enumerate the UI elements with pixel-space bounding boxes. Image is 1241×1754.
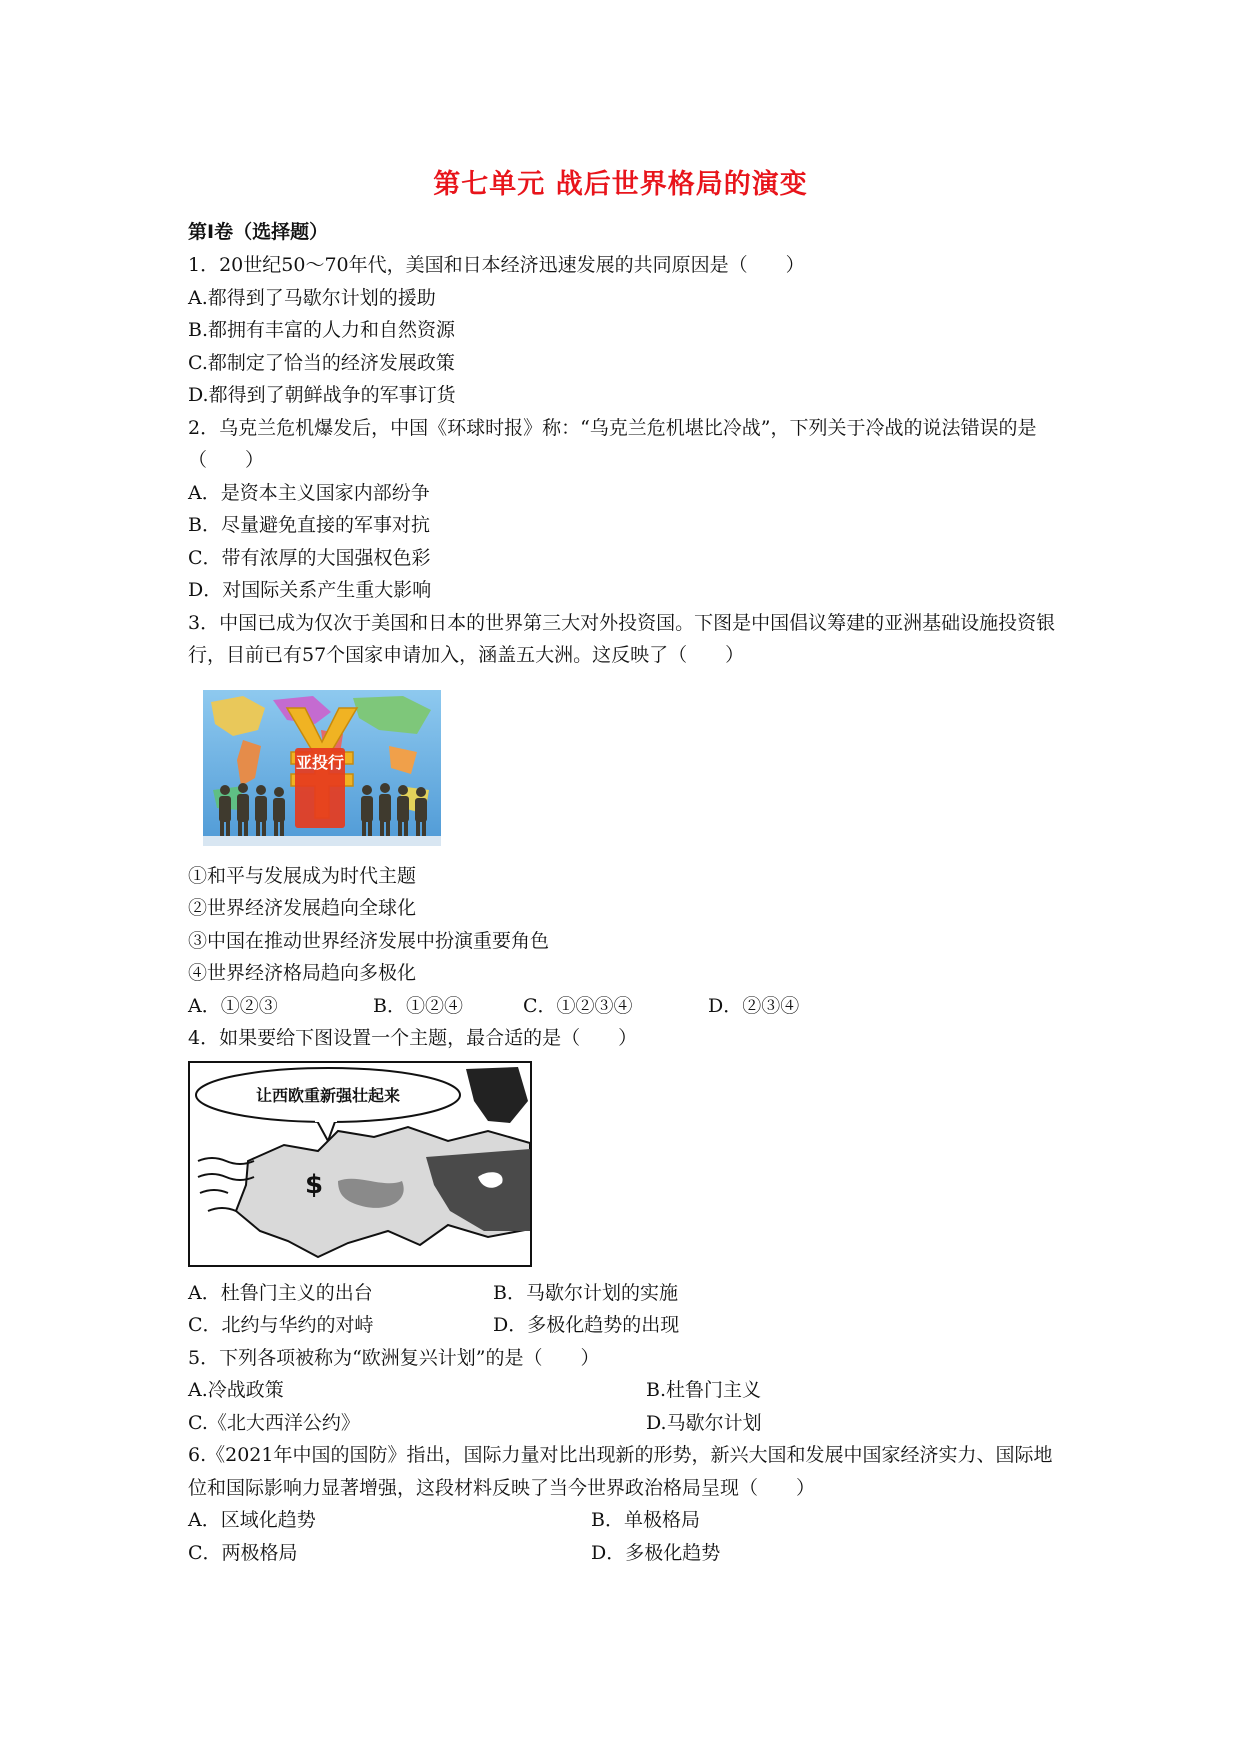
options-row-1 [188,1504,1058,1537]
option-a: A．区域化趋势 [188,1509,316,1531]
section-heading: 第Ⅰ卷（选择题） [188,221,329,243]
page-title: 第七单元 战后世界格局的演变 [433,169,808,200]
question-stem: 1．20世纪50～70年代，美国和日本经济迅速发展的共同原因是（ ） [188,254,805,276]
statement-1: ①和平与发展成为时代主题 [188,864,417,887]
option-c: C．①②③④ [523,994,633,1017]
question-stem: 3．中国已成为仅次于美国和日本的世界第三大对外投资国。下图是中国倡议筹建的亚洲基础设施投资银行，目前已有57个国家申请加入，涵盖五大洲。这反映了（ ） [188,611,1056,666]
options-row-2 [188,1407,1058,1440]
question-stem: 5．下列各项被称为“欧洲复兴计划”的是（ ） [188,1346,600,1369]
option-d: D．②③④ [708,994,800,1017]
options-row-2 [188,1537,1058,1570]
question-1 [188,249,1058,412]
question-stem: 6.《2021年中国的国防》指出，国际力量对比出现新的形势，新兴大国和发展中国家经济实力、国际地位和国际影响力显著增强，这段材料反映了当今世界政治格局呈现（ ） [188,1444,1053,1499]
option-d: D.都得到了朝鲜战争的军事订货 [188,384,456,406]
option-d: D．多极化趋势 [591,1541,721,1564]
option-a: A.冷战政策 [188,1379,284,1401]
option-c: C．两极格局 [188,1541,298,1564]
statement-2: ②世界经济发展趋向全球化 [188,897,417,919]
option-d: D.马歇尔计划 [646,1411,762,1434]
option-c: C．带有浓厚的大国强权色彩 [188,546,431,569]
question-3 [188,607,1058,1023]
aiib-label: 亚投行 [295,752,345,772]
statement-4: ④世界经济格局趋向多极化 [188,962,417,984]
bubble-text: 让西欧重新强壮起来 [255,1085,401,1105]
option-d: D．对国际关系产生重大影响 [188,579,432,601]
question-list [188,249,1058,1569]
statement-3: ③中国在推动世界经济发展中扮演重要角色 [188,929,550,952]
aiib-image [203,690,441,846]
question-5 [188,1342,1058,1440]
dollar-symbol: $ [304,1169,324,1200]
option-a: A．是资本主义国家内部纷争 [188,481,430,504]
option-c: C.《北大西洋公约》 [188,1411,360,1434]
options-row-2 [188,1309,1058,1342]
question-2 [188,412,1058,607]
options-row [188,990,1058,1023]
question-stem: 4．如果要给下图设置一个主题，最合适的是（ ） [188,1027,638,1049]
option-b: B．尽量避免直接的军事对抗 [188,514,430,536]
option-b: B．单极格局 [591,1509,700,1531]
question-4 [188,1022,1058,1342]
cartoon-image [188,1061,532,1267]
option-a: A.都得到了马歇尔计划的援助 [188,286,436,309]
question-stem: 2．乌克兰危机爆发后，中国《环球时报》称：“乌克兰危机堪比冷战”，下列关于冷战的说法错误的是（ ） [188,416,1037,471]
options-row-1 [188,1374,1058,1407]
option-b: B．①②④ [373,994,463,1017]
option-a: A．①②③ [188,994,278,1017]
option-d: D．多极化趋势的出现 [493,1314,680,1336]
option-a: A．杜鲁门主义的出台 [188,1281,373,1304]
options-row-1 [188,1277,1058,1310]
option-c: C．北约与华约的对峙 [188,1314,374,1336]
option-b: B.杜鲁门主义 [646,1379,762,1401]
option-b: B.都拥有丰富的人力和自然资源 [188,319,456,341]
option-b: B．马歇尔计划的实施 [493,1281,678,1304]
question-6 [188,1439,1058,1569]
option-c: C.都制定了恰当的经济发展政策 [188,351,455,374]
